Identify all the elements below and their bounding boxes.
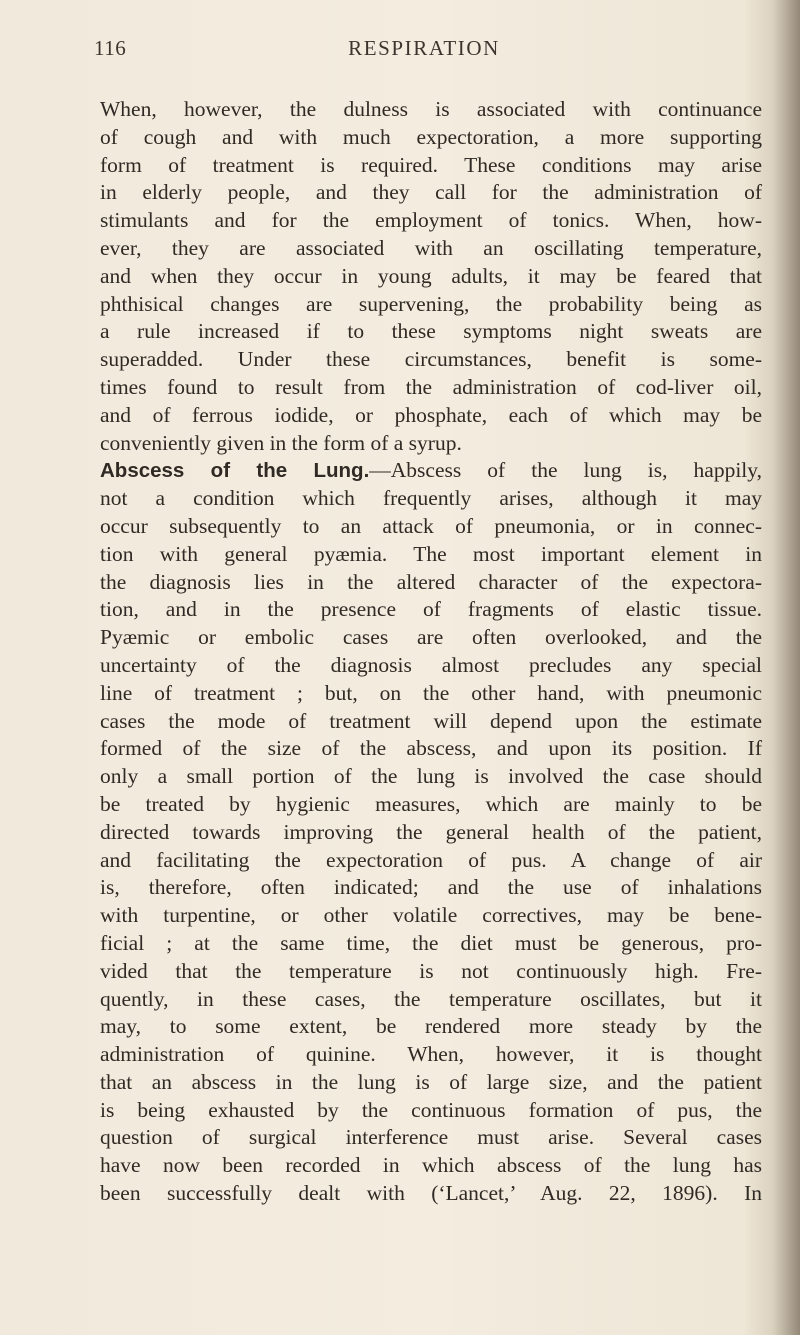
line-text: have now been recorded in which abscess of the lung has: [100, 1153, 762, 1178]
page-edge-shadow: [772, 0, 800, 1335]
text-line: [100, 430, 762, 458]
line-text: of cough and with much expectoration, a more supporting: [100, 124, 762, 149]
line-text: tion with general pyæmia. The most important element in: [100, 541, 762, 566]
text-line: [100, 735, 762, 763]
line-text: phthisical changes are supervening, the probability being as: [100, 291, 762, 316]
line-text: the diagnosis lies in the altered character of the expectora-: [100, 569, 762, 594]
line-text: conveniently given in the form of a syrup.: [100, 430, 462, 455]
line-text: occur subsequently to an attack of pneumonia, or in connec-: [100, 513, 762, 538]
text-line: [100, 235, 762, 263]
line-text: line of treatment ; but, on the other hand, with pneumonic: [100, 680, 762, 705]
text-line: [100, 485, 762, 513]
line-text: be treated by hygienic measures, which are mainly to be: [100, 791, 762, 816]
text-line: [100, 179, 762, 207]
line-text: is, therefore, often indicated; and the use of inhalations: [100, 875, 762, 900]
line-text: administration of quinine. When, however, it is thought: [100, 1042, 762, 1067]
line-text: question of surgical interference must arise. Several cases: [100, 1125, 762, 1150]
line-text: quently, in these cases, the temperature oscillates, but it: [100, 986, 762, 1011]
section-heading-line: [100, 457, 762, 485]
text-line: [100, 96, 762, 124]
line-text: been successfully dealt with (‘Lancet,’ Aug. 22, 1896). In: [100, 1181, 762, 1206]
page-number: 116: [94, 36, 127, 60]
text-line: [100, 652, 762, 680]
running-head: RESPIRATION: [348, 36, 500, 60]
text-line: [100, 1013, 762, 1041]
text-line: [100, 1124, 762, 1152]
text-line: [100, 569, 762, 597]
line-text: times found to result from the administration of cod-liver oil,: [100, 374, 762, 399]
line-text: directed towards improving the general health of the patient,: [100, 819, 762, 844]
line-text: stimulants and for the employment of tonics. When, how-: [100, 208, 762, 233]
text-line: [100, 791, 762, 819]
text-line: [100, 263, 762, 291]
text-line: [100, 958, 762, 986]
text-line: [100, 874, 762, 902]
text-line: [100, 207, 762, 235]
text-line: [100, 541, 762, 569]
text-line: [100, 152, 762, 180]
line-text: —Abscess of the lung is, happily,: [369, 458, 762, 483]
line-text: uncertainty of the diagnosis almost precludes any special: [100, 652, 762, 677]
text-line: [100, 819, 762, 847]
text-line: [100, 1097, 762, 1125]
text-line: [100, 847, 762, 875]
text-line: [100, 513, 762, 541]
line-text: tion, and in the presence of fragments of elastic tissue.: [100, 597, 762, 622]
body-text: [100, 96, 762, 1208]
line-text: cases the mode of treatment will depend upon the estimate: [100, 708, 762, 733]
text-line: [100, 124, 762, 152]
line-text: vided that the temperature is not continuously high. Fre-: [100, 958, 762, 983]
line-text: ficial ; at the same time, the diet must be generous, pro-: [100, 930, 762, 955]
line-text: and facilitating the expectoration of pus. A change of air: [100, 847, 762, 872]
text-line: [100, 1180, 762, 1208]
line-text: ever, they are associated with an oscillating temperature,: [100, 235, 762, 260]
text-line: [100, 291, 762, 319]
line-text: that an abscess in the lung is of large size, and the patient: [100, 1069, 762, 1094]
page-header: [94, 28, 754, 64]
line-text: form of treatment is required. These conditions may arise: [100, 152, 762, 177]
line-text: in elderly people, and they call for the administration of: [100, 180, 762, 205]
text-line: [100, 763, 762, 791]
text-line: [100, 402, 762, 430]
line-text: only a small portion of the lung is involved the case should: [100, 764, 762, 789]
line-text: and of ferrous iodide, or phosphate, each of which may be: [100, 402, 762, 427]
line-text: is being exhausted by the continuous formation of pus, the: [100, 1097, 762, 1122]
line-text: Pyæmic or embolic cases are often overlooked, and the: [100, 625, 762, 650]
line-text: with turpentine, or other volatile correctives, may be bene-: [100, 903, 762, 928]
section-heading: Abscess of the Lung.: [100, 459, 370, 483]
line-text: and when they occur in young adults, it may be feared that: [100, 263, 762, 288]
text-line: [100, 596, 762, 624]
text-line: [100, 930, 762, 958]
text-line: [100, 1041, 762, 1069]
line-text: not a condition which frequently arises, although it may: [100, 486, 762, 511]
text-line: [100, 986, 762, 1014]
line-text: a rule increased if to these symptoms night sweats are: [100, 319, 762, 344]
text-line: [100, 680, 762, 708]
line-text: When, however, the dulness is associated with continuance: [100, 97, 762, 121]
line-text: superadded. Under these circumstances, benefit is some-: [100, 347, 762, 372]
text-line: [100, 374, 762, 402]
text-line: [100, 346, 762, 374]
line-text: may, to some extent, be rendered more steady by the: [100, 1014, 762, 1039]
text-line: [100, 708, 762, 736]
text-line: [100, 1069, 762, 1097]
text-line: [100, 624, 762, 652]
line-text: formed of the size of the abscess, and upon its position. If: [100, 736, 762, 761]
text-line: [100, 902, 762, 930]
text-line: [100, 318, 762, 346]
text-line: [100, 1152, 762, 1180]
